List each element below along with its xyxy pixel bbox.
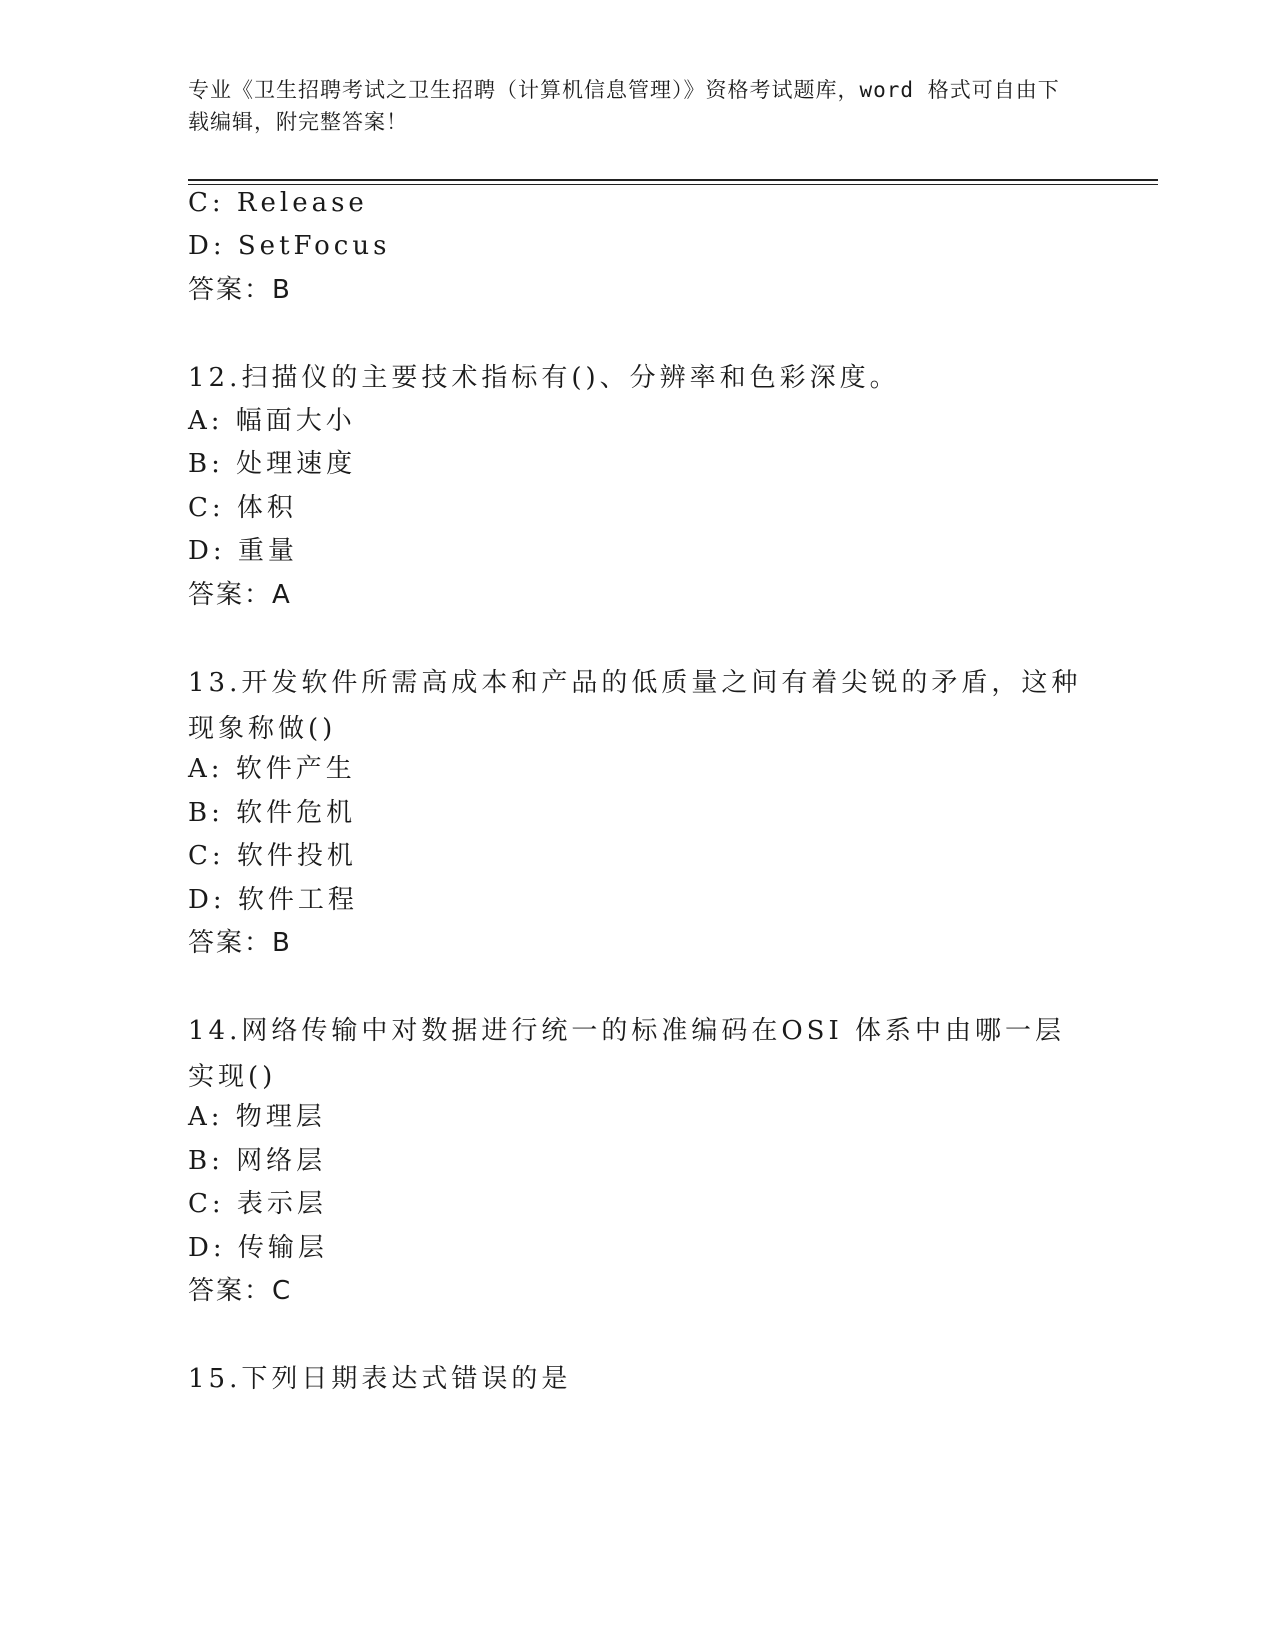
- answer-line: 答案：B: [188, 928, 292, 958]
- option-d: D: SetFocus: [188, 231, 391, 261]
- option-d: D: 软件工程: [188, 885, 358, 915]
- option-c: C: 体积: [188, 493, 297, 523]
- option-b: B: 处理速度: [188, 449, 357, 479]
- option-a: A: 物理层: [188, 1102, 326, 1132]
- header-divider-thin: [188, 184, 1158, 185]
- document-header: 专业《卫生招聘考试之卫生招聘（计算机信息管理）》资格考试题库，word 格式可自由下载编辑，附完整答案！: [188, 78, 1060, 134]
- answer-line: 答案：C: [188, 1276, 293, 1306]
- option-a: A: 幅面大小: [188, 406, 356, 436]
- option-a: A: 软件产生: [188, 754, 356, 784]
- answer-line: 答案：B: [188, 275, 292, 305]
- option-c: C: Release: [188, 188, 368, 218]
- option-b: B: 软件危机: [188, 798, 357, 828]
- option-d: D: 重量: [188, 536, 298, 566]
- option-c: C: 软件投机: [188, 841, 357, 871]
- option-b: B: 网络层: [188, 1146, 327, 1176]
- header-divider-thick: [188, 179, 1158, 181]
- question-stem: 12.扫描仪的主要技术指标有()、分辨率和色彩深度。: [188, 363, 900, 393]
- question-stem: 13.开发软件所需高成本和产品的低质量之间有着尖锐的矛盾，这种现象称做(): [188, 668, 1082, 744]
- answer-line: 答案：A: [188, 580, 292, 610]
- option-c: C: 表示层: [188, 1189, 327, 1219]
- question-stem: 15.下列日期表达式错误的是: [188, 1364, 572, 1394]
- option-d: D: 传输层: [188, 1233, 328, 1263]
- question-stem: 14.网络传输中对数据进行统一的标准编码在OSI 体系中由哪一层实现(): [188, 1016, 1066, 1092]
